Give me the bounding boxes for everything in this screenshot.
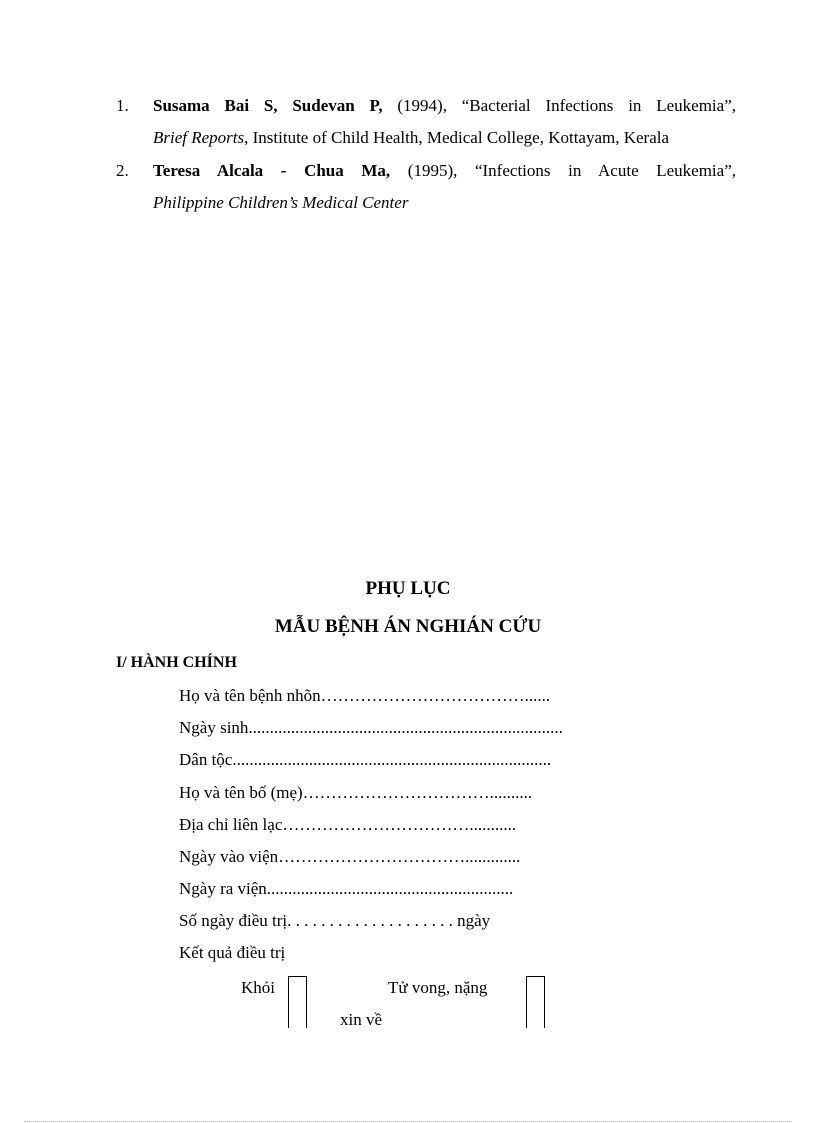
page-bottom-rule bbox=[24, 1121, 792, 1122]
form-field-parent-name: Họ và tên bố (mẹ)…………………………….......... bbox=[179, 783, 533, 802]
reference-source: Brief Reports bbox=[153, 128, 245, 147]
reference-item bbox=[116, 90, 736, 154]
reference-authors: Teresa Alcala - Chua Ma, bbox=[153, 161, 391, 180]
reference-number: 1. bbox=[116, 96, 129, 115]
form-field-patient-name: Họ và tên bệnh nhõn………………………………...... bbox=[179, 686, 551, 705]
form-field-birth-date: Ngày sinh.......................................................................... bbox=[179, 718, 563, 737]
appendix-title: PHỤ LỤC bbox=[365, 578, 451, 599]
reference-item bbox=[116, 155, 736, 219]
reference-authors: Susama Bai S, Sudevan P, bbox=[153, 96, 383, 115]
form-field-treatment-days: Số ngày điều trị. . . . . . . . . . . . . . . . . . . . ngày bbox=[179, 911, 491, 930]
option-died-label: Tử vong, nặng bbox=[388, 978, 488, 997]
form-field-discharge-date: Ngày ra viện.......................................................... bbox=[179, 879, 514, 898]
reference-title: (1994), “Bacterial Infections in Leukemia”, bbox=[382, 96, 736, 115]
form-field-address: Địa chỉ liên lạc……………………………........... bbox=[179, 815, 517, 834]
reference-publisher: , Institute of Child Health, Medical College, Kottayam, Kerala bbox=[244, 128, 670, 147]
form-field-admission-date: Ngày vào viện……………………………............. bbox=[179, 847, 521, 866]
option-cured-checkbox[interactable] bbox=[288, 976, 307, 1028]
form-field-treatment-result: Kết quả điều trị bbox=[179, 943, 286, 962]
option-cured-label: Khỏi bbox=[241, 978, 275, 997]
reference-source: Philippine Children’s Medical Center bbox=[153, 193, 409, 212]
reference-number: 2. bbox=[116, 161, 129, 180]
section-heading: I/ HÀNH CHÍNH bbox=[116, 654, 237, 671]
option-died-label-continued: xin về bbox=[340, 1010, 383, 1029]
option-died-checkbox[interactable] bbox=[526, 976, 545, 1028]
reference-title: (1995), “Infections in Acute Leukemia”, bbox=[390, 161, 736, 180]
form-field-ethnicity: Dân tộc........................................................................... bbox=[179, 750, 552, 769]
appendix-subtitle: MẪU BỆNH ÁN NGHIÁN CỨU bbox=[274, 616, 542, 637]
